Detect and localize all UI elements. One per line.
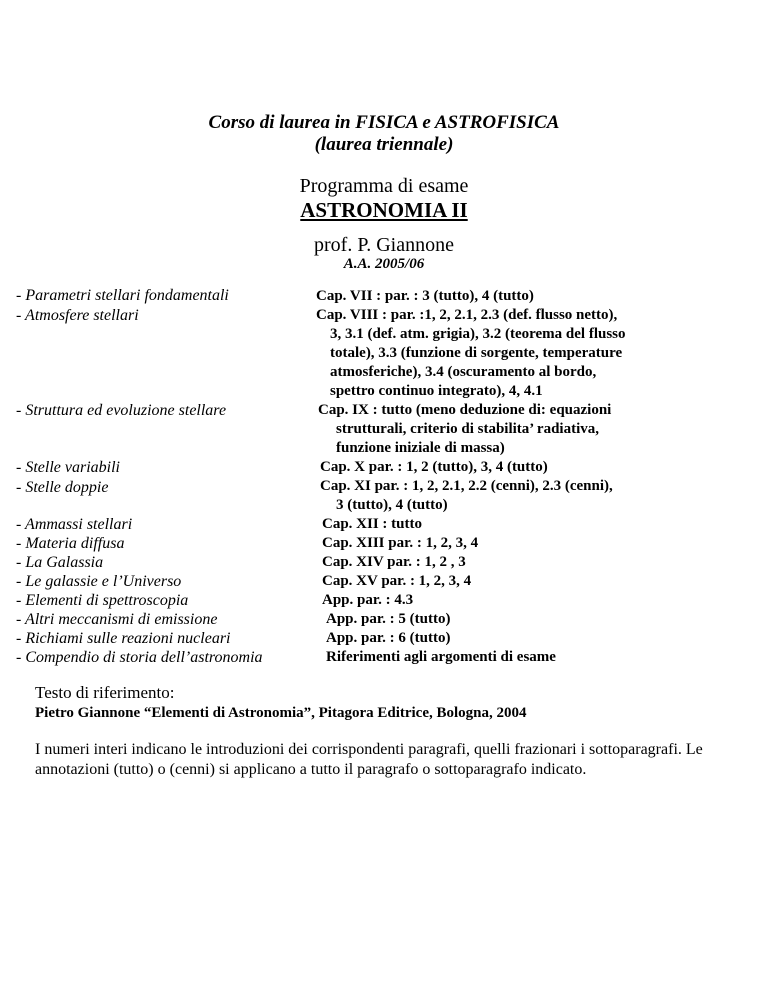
chapter-line: Cap. VII : par. : 3 (tutto), 4 (tutto) bbox=[316, 288, 534, 304]
topic-item: - Elementi di spettroscopia bbox=[16, 592, 189, 609]
reference-label: Testo di riferimento: bbox=[35, 683, 175, 702]
topic-item: - Stelle doppie bbox=[16, 479, 109, 496]
chapter-line: Cap. XII : tutto bbox=[322, 516, 423, 532]
course-title: Corso di laurea in FISICA e ASTROFISICA bbox=[208, 112, 560, 133]
chapter-line: Cap. XIII par. : 1, 2, 3, 4 bbox=[322, 535, 479, 551]
chapter-line: App. par. : 4.3 bbox=[322, 592, 414, 608]
chapter-line: Cap. X par. : 1, 2 (tutto), 3, 4 (tutto) bbox=[320, 459, 548, 475]
reference-book: Pietro Giannone “Elementi di Astronomia”, Pitagora Editrice, Bologna, 2004 bbox=[35, 705, 527, 721]
topic-item: - Altri meccanismi di emissione bbox=[16, 611, 218, 628]
topic-item: - Le galassie e l’Universo bbox=[16, 573, 182, 590]
course-subtitle: (laurea triennale) bbox=[314, 134, 454, 155]
topic-item: - Ammassi stellari bbox=[16, 516, 133, 533]
topic-item: - La Galassia bbox=[16, 554, 104, 571]
topic-item: - Stelle variabili bbox=[16, 459, 120, 476]
topic-item: - Parametri stellari fondamentali bbox=[16, 287, 229, 304]
topic-item: - Struttura ed evoluzione stellare bbox=[16, 402, 227, 419]
chapter-line: strutturali, criterio di stabilita’ radiativa, bbox=[336, 421, 600, 437]
topic-item: - Richiami sulle reazioni nucleari bbox=[16, 630, 231, 647]
chapter-line: Cap. XIV par. : 1, 2 , 3 bbox=[322, 554, 466, 570]
academic-year: A.A. 2005/06 bbox=[343, 256, 425, 272]
chapter-line: Riferimenti agli argomenti di esame bbox=[326, 649, 556, 665]
chapter-line: Cap. XI par. : 1, 2, 2.1, 2.2 (cenni), 2.3 (cenni), bbox=[320, 478, 613, 494]
chapter-line: funzione iniziale di massa) bbox=[336, 440, 505, 456]
chapter-line: Cap. VIII : par. :1, 2, 2.1, 2.3 (def. flusso netto), bbox=[316, 307, 618, 323]
chapter-line: 3 (tutto), 4 (tutto) bbox=[336, 497, 448, 513]
professor-name: prof. P. Giannone bbox=[314, 234, 454, 256]
topic-item: - Compendio di storia dell’astronomia bbox=[16, 649, 263, 666]
chapter-line: totale), 3.3 (funzione di sorgente, temperature bbox=[330, 345, 623, 361]
topic-item: - Materia diffusa bbox=[16, 535, 125, 552]
topic-item: - Atmosfere stellari bbox=[16, 307, 139, 324]
chapter-line: 3, 3.1 (def. atm. grigia), 3.2 (teorema del flusso bbox=[330, 326, 626, 342]
chapter-line: spettro continuo integrato), 4, 4.1 bbox=[330, 383, 543, 399]
chapter-line: Cap. IX : tutto (meno deduzione di: equazioni bbox=[318, 402, 612, 418]
chapter-line: Cap. XV par. : 1, 2, 3, 4 bbox=[322, 573, 472, 589]
explanatory-note: I numeri interi indicano le introduzioni dei corrispondenti paragrafi, quelli frazionari i sottoparagrafi. Le annotazioni (tutto) o (cenni) si applicano a tutto il paragrafo o sottoparagrafo indicato. bbox=[35, 741, 703, 778]
chapter-line: App. par. : 6 (tutto) bbox=[326, 630, 451, 646]
chapter-line: App. par. : 5 (tutto) bbox=[326, 611, 451, 627]
subject-title: ASTRONOMIA II bbox=[300, 198, 468, 222]
program-label: Programma di esame bbox=[299, 175, 469, 197]
chapter-line: atmosferiche), 3.4 (oscuramento al bordo, bbox=[330, 364, 597, 380]
